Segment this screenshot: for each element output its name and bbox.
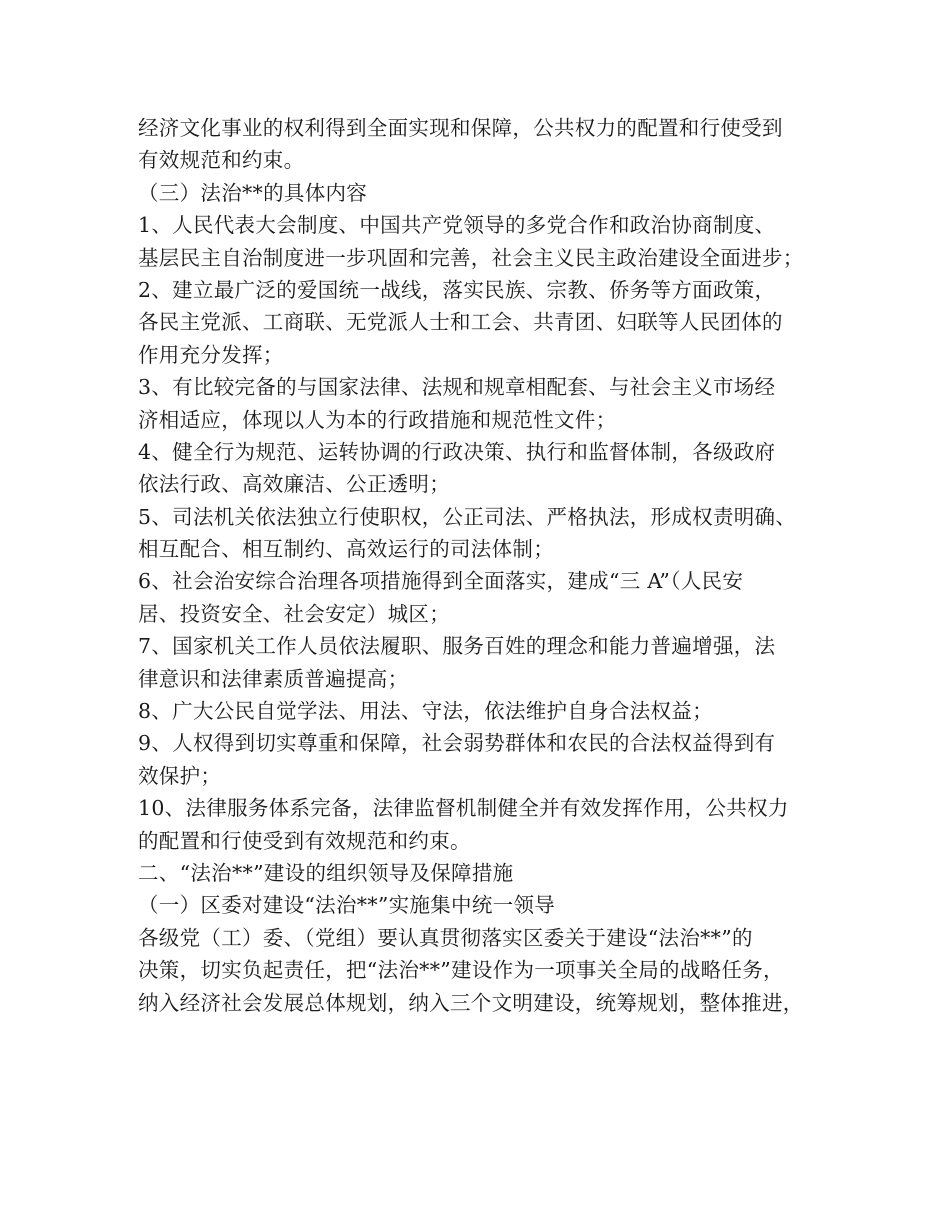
text-line: 基层民主自治制度进一步巩固和完善，社会主义民主政治建设全面进步； <box>138 245 804 270</box>
text-line: 10、法律服务体系完备，法律监督机制健全并有效发挥作用，公共权力 <box>138 796 789 821</box>
text-line: 各级党（工）委、（党组）要认真贯彻落实区委关于建设“法治**”的 <box>138 925 753 950</box>
text-line: 决策，切实负起责任，把“法治**”建设作为一项事关全局的战略任务， <box>138 958 784 983</box>
section-heading: （三）法治**的具体内容 <box>138 180 368 205</box>
document-body <box>138 112 828 1019</box>
text-line: 的配置和行使受到有效规范和约束。 <box>138 828 471 853</box>
text-line: 济相适应，体现以人为本的行政措施和规范性文件； <box>138 407 617 432</box>
text-line: 5、司法机关依法独立行使职权，公正司法、严格执法，形成权责明确、 <box>138 504 797 529</box>
text-line: 律意识和法律素质普遍提高； <box>138 666 409 691</box>
text-line: 2、建立最广泛的爱国统一战线，落实民族、宗教、侨务等方面政策， <box>138 277 776 302</box>
section-heading: 二、“法治**”建设的组织领导及保障措施 <box>138 860 514 885</box>
text-line: 相互配合、相互制约、高效运行的司法体制； <box>138 537 554 562</box>
text-line: 3、有比较完备的与国家法律、法规和规章相配套、与社会主义市场经 <box>138 375 776 400</box>
text-line: 依法行政、高效廉洁、公正透明； <box>138 472 450 497</box>
text-line: 7、国家机关工作人员依法履职、服务百姓的理念和能力普遍增强，法 <box>138 634 776 659</box>
text-line: 经济文化事业的权利得到全面实现和保障，公共权力的配置和行使受到 <box>138 116 783 140</box>
text-line: 居、投资安全、社会安定）城区； <box>138 601 450 626</box>
text-line: 各民主党派、工商联、无党派人士和工会、共青团、妇联等人民团体的 <box>138 310 783 335</box>
text-line: 1、人民代表大会制度、中国共产党领导的多党合作和政治协商制度、 <box>138 213 776 238</box>
text-line: 效保护； <box>138 763 222 788</box>
text-line: 作用充分发挥； <box>138 342 284 367</box>
text-line: 8、广大公民自觉学法、用法、守法，依法维护自身合法权益； <box>138 699 713 724</box>
text-line: 4、健全行为规范、运转协调的行政决策、执行和监督体制，各级政府 <box>138 439 776 464</box>
text-line: 纳入经济社会发展总体规划，纳入三个文明建设，统筹规划，整体推进， <box>138 990 804 1015</box>
text-line: 9、人权得到切实尊重和保障，社会弱势群体和农民的合法权益得到有 <box>138 731 776 756</box>
text-line: 有效规范和约束。 <box>138 148 305 173</box>
text-line: 6、社会治安综合治理各项措施得到全面落实，建成“三 A”（人民安 <box>138 569 744 594</box>
subsection-heading: （一）区委对建设“法治**”实施集中统一领导 <box>138 893 556 918</box>
